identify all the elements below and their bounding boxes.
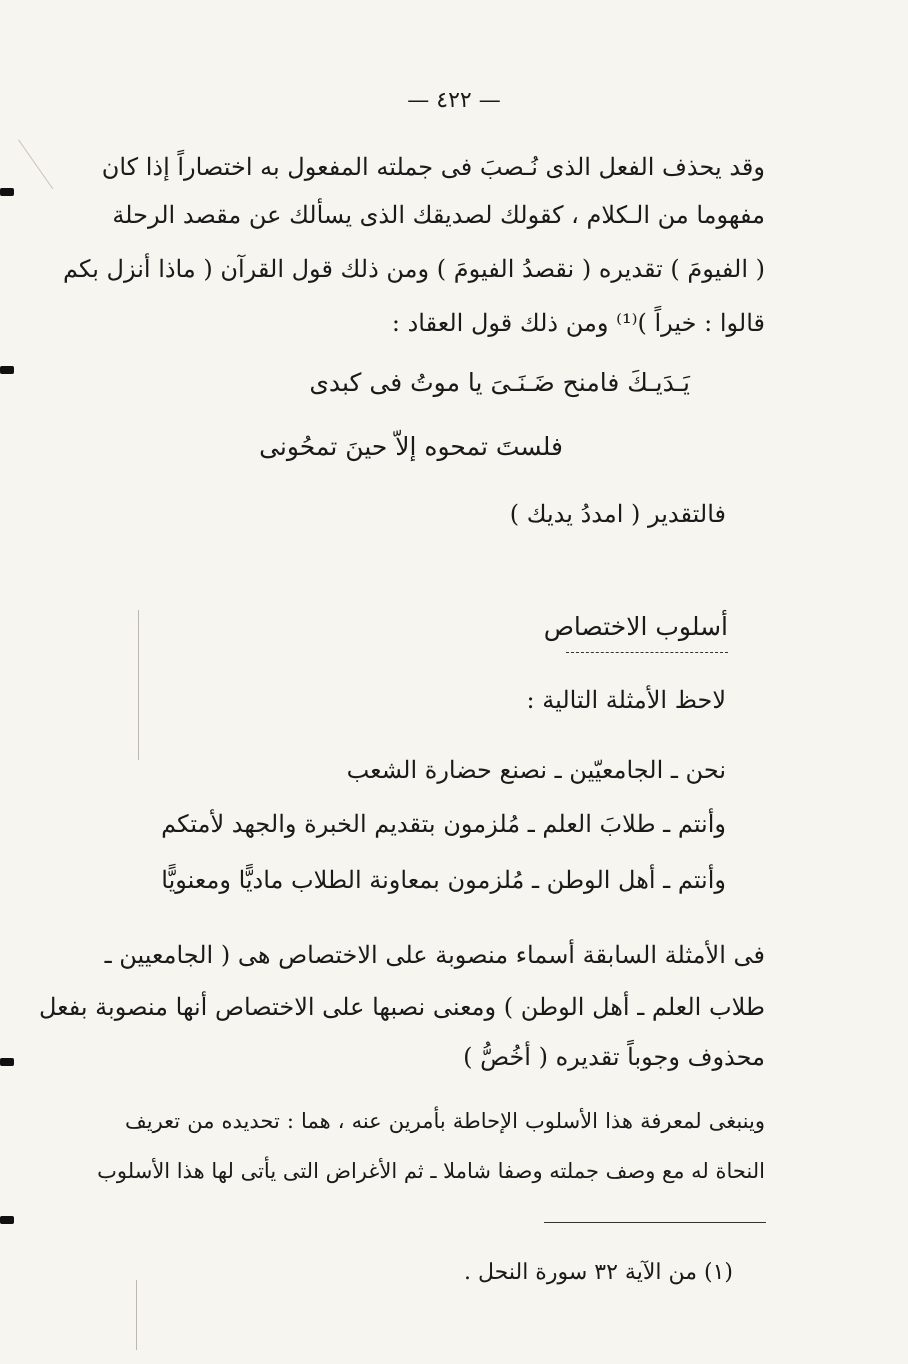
section-title-underline — [566, 652, 728, 653]
verse-line-2: فلستَ تمحوه إلاّ حينَ تمحُونى — [259, 432, 563, 461]
verse-line-1: يَـدَيـكَ فامنح ضَـنَـىَ يا موتُ فى كبدى — [309, 368, 690, 397]
page-number: — ٤٢٢ — — [407, 88, 501, 113]
example-line: نحن ـ الجامعيّين ـ نصنع حضارة الشعب — [346, 756, 726, 784]
explanation-line: محذوف وجوباً تقديره ( أخُصُّ ) — [463, 1043, 765, 1071]
explanation-line: طلاب العلم ـ أهل الوطن ) ومعنى نصبها على الاختصاص أنها منصوبة بفعل — [38, 993, 765, 1021]
section-title: أسلوب الاختصاص — [543, 612, 728, 641]
binding-mark — [0, 1216, 14, 1224]
footnote: (١) من الآية ٣٢ سورة النحل . — [464, 1260, 733, 1285]
estimate-line: فالتقدير ( امددُ يديك ) — [509, 500, 726, 528]
footnote-separator — [544, 1222, 766, 1223]
intro-line: ( الفيومَ ) تقديره ( نقصدُ الفيومَ ) ومن ذلك قول القرآن ( ماذا أنزل بكم — [63, 255, 765, 283]
closing-line: وينبغى لمعرفة هذا الأسلوب الإحاطة بأمرين عنه ، هما : تحديده من تعريف — [125, 1109, 765, 1133]
intro-line: مفهوما من الـكلام ، كقولك لصديقك الذى يسألك عن مقصد الرحلة — [112, 201, 765, 229]
intro-line: قالوا : خيراً )⁽¹⁾ ومن ذلك قول العقاد : — [391, 309, 765, 337]
explanation-line: فى الأمثلة السابقة أسماء منصوبة على الاختصاص هى ( الجامعيين ـ — [104, 941, 765, 969]
example-line: وأنتم ـ أهل الوطن ـ مُلزمون بمعاونة الطلاب ماديًّا ومعنويًّا — [161, 866, 726, 894]
binding-mark — [0, 1058, 14, 1066]
binding-mark — [0, 188, 14, 196]
scan-artifact-vertical — [136, 1280, 137, 1350]
closing-line: النحاة له مع وصف جملته وصفا شاملا ـ ثم الأغراض التى يأتى لها هذا الأسلوب — [97, 1159, 765, 1183]
intro-line: وقد يحذف الفعل الذى نُـصبَ فى جملته المفعول به اختصاراً إذا كان — [101, 153, 765, 181]
observe-line: لاحظ الأمثلة التالية : — [526, 686, 726, 714]
scan-artifact-diagonal — [18, 139, 53, 189]
example-line: وأنتم ـ طلابَ العلم ـ مُلزمون بتقديم الخبرة والجهد لأمتكم — [161, 810, 726, 838]
scan-artifact-vertical — [138, 610, 139, 760]
binding-mark — [0, 366, 14, 374]
